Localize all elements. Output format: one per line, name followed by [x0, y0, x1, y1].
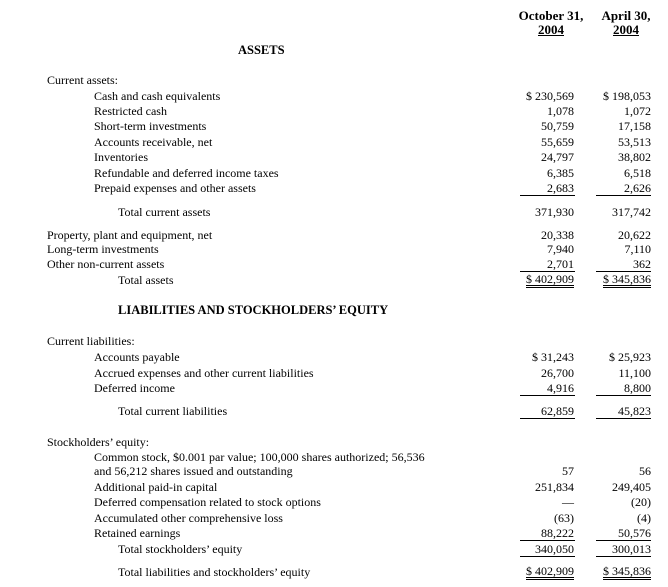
liability-row-apr: 8,800	[624, 381, 651, 395]
grand-total-apr: $ 345,836	[603, 564, 651, 578]
subtotal-rule-apr	[596, 556, 651, 557]
current-liabilities-label: Current liabilities:	[47, 334, 135, 348]
equity-row-label: Deferred compensation related to stock options	[94, 495, 321, 509]
asset-row-value-apr: 17,158	[618, 119, 651, 133]
other-asset-label: Long-term investments	[47, 242, 159, 256]
equity-row-label: Additional paid-in capital	[94, 480, 218, 494]
asset-row-label: Refundable and deferred income taxes	[94, 166, 279, 180]
col-header-oct-line2: 2004	[538, 22, 564, 37]
equity-row-oct: (63)	[554, 511, 574, 525]
other-asset-oct: 2,701	[547, 257, 574, 271]
common-stock-line1: Common stock, $0.001 par value; 100,000 shares authorized; 56,536	[94, 450, 425, 464]
asset-row-value-oct: 24,797	[541, 150, 574, 164]
liabilities-heading: LIABILITIES AND STOCKHOLDERS’ EQUITY	[118, 303, 389, 317]
other-asset-oct: 20,338	[541, 228, 574, 242]
asset-row-value-apr: 38,802	[618, 150, 651, 164]
subtotal-rule-oct	[520, 195, 575, 196]
equity-row-label: Accumulated other comprehensive loss	[94, 511, 283, 525]
total-current-assets-apr: 317,742	[612, 205, 651, 219]
liability-row-label: Accounts payable	[94, 350, 180, 364]
current-assets-label: Current assets:	[47, 73, 118, 87]
grand-total-oct: $ 402,909	[526, 564, 574, 578]
asset-row-value-oct: 2,683	[547, 181, 574, 195]
asset-row-value-apr: 1,072	[624, 104, 651, 118]
common-stock-line2: and 56,212 shares issued and outstanding	[94, 464, 293, 478]
equity-row-apr: (4)	[637, 511, 651, 525]
other-asset-apr: 362	[633, 257, 651, 271]
asset-row-label: Prepaid expenses and other assets	[94, 181, 256, 195]
asset-row-label: Accounts receivable, net	[94, 135, 213, 149]
total-equity-label: Total stockholders’ equity	[118, 542, 243, 556]
total-assets-oct: $ 402,909	[526, 272, 574, 286]
col-header-oct	[506, 9, 596, 37]
other-asset-apr: 7,110	[624, 242, 651, 256]
equity-label: Stockholders’ equity:	[47, 435, 150, 449]
equity-row-apr: 50,576	[618, 526, 651, 540]
total-current-liabilities-oct: 62,859	[541, 404, 574, 418]
liability-row-apr: 11,100	[618, 366, 651, 380]
assets-heading: ASSETS	[238, 43, 285, 57]
equity-row-oct: 88,222	[541, 526, 574, 540]
subtotal-rule-apr	[596, 540, 651, 541]
total-current-liabilities-label: Total current liabilities	[118, 404, 228, 418]
asset-row-label: Restricted cash	[94, 104, 167, 118]
total-current-assets-label: Total current assets	[118, 205, 211, 219]
liability-row-label: Deferred income	[94, 381, 175, 395]
asset-row-value-oct: 50,759	[541, 119, 574, 133]
liability-row-label: Accrued expenses and other current liabilities	[94, 366, 314, 380]
col-header-apr-line2: 2004	[613, 22, 639, 37]
grand-total-label: Total liabilities and stockholders’ equity	[118, 565, 311, 579]
other-asset-label: Property, plant and equipment, net	[47, 228, 213, 242]
asset-row-value-oct: 55,659	[541, 135, 574, 149]
total-equity-oct: 340,050	[535, 542, 574, 556]
asset-row-label: Inventories	[94, 150, 148, 164]
asset-row-value-oct: $ 230,569	[526, 89, 574, 103]
asset-row-value-apr: 53,513	[618, 135, 651, 149]
total-assets-label: Total assets	[118, 273, 174, 287]
total-equity-apr: 300,013	[612, 542, 651, 556]
other-asset-label: Other non-current assets	[47, 257, 165, 271]
subtotal-rule-oct	[520, 540, 575, 541]
equity-row-oct: —	[562, 495, 574, 509]
subtotal-rule-oct	[520, 395, 575, 396]
liability-row-oct: $ 31,243	[532, 350, 574, 364]
liability-row-oct: 4,916	[547, 381, 574, 395]
liability-row-apr: $ 25,923	[609, 350, 651, 364]
total-assets-apr: $ 345,836	[603, 272, 651, 286]
asset-row-label: Short-term investments	[94, 119, 207, 133]
subtotal-rule-apr	[596, 395, 651, 396]
common-stock-oct: 57	[562, 464, 574, 478]
subtotal-rule-apr	[596, 195, 651, 196]
subtotal-rule-oct	[520, 418, 575, 419]
total-current-liabilities-apr: 45,823	[618, 404, 651, 418]
col-header-apr	[592, 9, 660, 37]
common-stock-apr: 56	[639, 464, 651, 478]
total-current-assets-oct: 371,930	[535, 205, 574, 219]
asset-row-label: Cash and cash equivalents	[94, 89, 221, 103]
col-header-apr-line1: April 30,	[601, 8, 651, 23]
subtotal-rule-oct	[520, 556, 575, 557]
asset-row-value-apr: 2,626	[624, 181, 651, 195]
asset-row-value-apr: $ 198,053	[603, 89, 651, 103]
equity-row-label: Retained earnings	[94, 526, 181, 540]
equity-row-apr: 249,405	[612, 480, 651, 494]
equity-row-oct: 251,834	[535, 480, 574, 494]
asset-row-value-oct: 1,078	[547, 104, 574, 118]
asset-row-value-apr: 6,518	[624, 166, 651, 180]
other-asset-oct: 7,940	[547, 242, 574, 256]
other-asset-apr: 20,622	[618, 228, 651, 242]
subtotal-rule-apr	[596, 418, 651, 419]
col-header-oct-line1: October 31,	[518, 8, 584, 23]
equity-row-apr: (20)	[631, 495, 651, 509]
asset-row-value-oct: 6,385	[547, 166, 574, 180]
liability-row-oct: 26,700	[541, 366, 574, 380]
